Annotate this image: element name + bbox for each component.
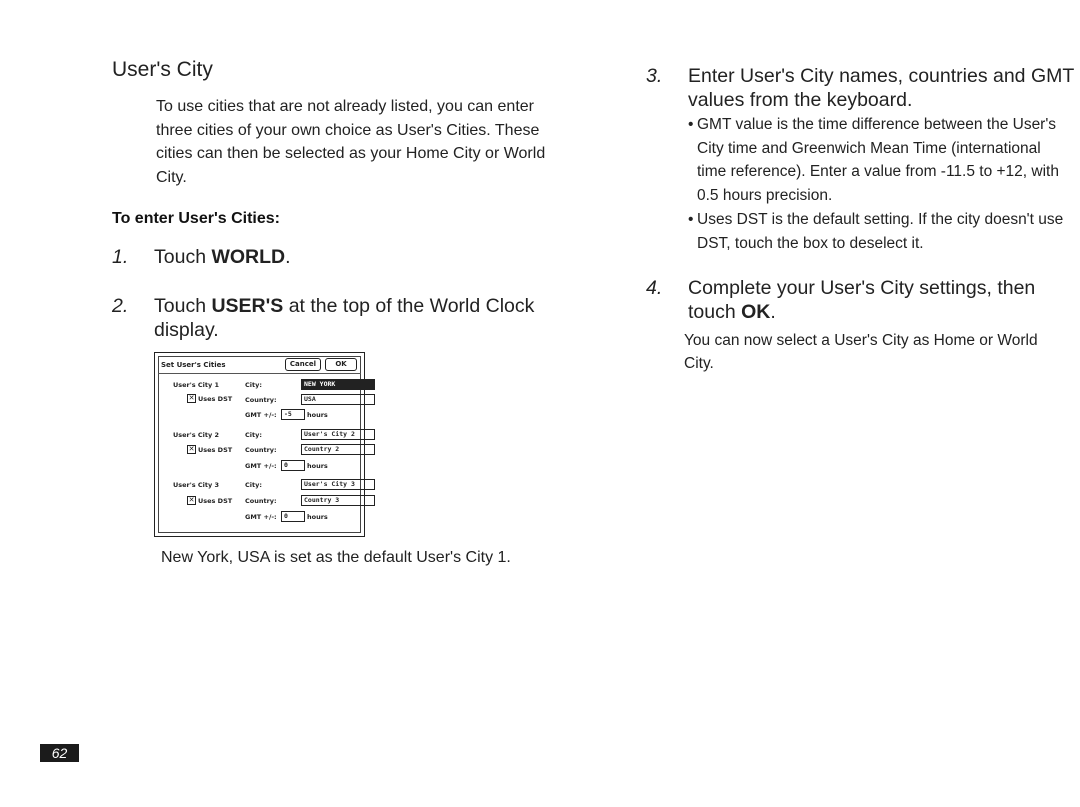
gmt-label: GMT +/-: <box>245 462 277 470</box>
country-label: Country: <box>245 396 277 404</box>
country-label: Country: <box>245 446 277 454</box>
uses-dst-checkbox[interactable]: ✕ <box>188 496 195 504</box>
cancel-button[interactable]: Cancel <box>285 358 321 371</box>
bullet-text: Uses DST is the default setting. If the city doesn't use DST, touch the box to deselect it. <box>697 211 1064 252</box>
uses-dst-label: Uses DST <box>198 497 233 505</box>
gmt-field[interactable]: 0 <box>281 511 305 522</box>
step-text: Enter User's City names, countries and GMT values from the keyboard. <box>688 65 1074 111</box>
step-3-bullets <box>688 113 1068 255</box>
dialog-divider <box>158 373 361 374</box>
country-field[interactable]: USA <box>301 394 375 405</box>
uses-dst-checkbox[interactable]: ✕ <box>188 445 195 453</box>
step-4 <box>646 276 1076 326</box>
gmt-label: GMT +/-: <box>245 411 277 419</box>
country-field[interactable]: Country 2 <box>301 444 375 455</box>
city-heading: User's City 1 <box>173 381 220 389</box>
city-field[interactable]: NEW YORK <box>301 379 375 390</box>
step-number: 3. <box>646 65 663 87</box>
uses-dst-label: Uses DST <box>198 446 233 454</box>
city-heading: User's City 3 <box>173 481 220 489</box>
step-4-note: You can now select a User's City as Home or World City. <box>684 332 1038 372</box>
dialog-caption: New York, USA is set as the default User's City 1. <box>161 549 511 566</box>
set-users-cities-dialog <box>154 352 365 537</box>
city-heading: User's City 2 <box>173 431 220 439</box>
step-2 <box>112 294 552 344</box>
bullet-item: • Uses DST is the default setting. If the city doesn't use DST, touch the box to deselect it. <box>688 211 1064 252</box>
gmt-field[interactable]: -5 <box>281 409 305 420</box>
bullet-text: GMT value is the time difference between the User's City time and Greenwich Mean Time (international time reference). Enter a value from -11.5 to +12, with 0.5 hours precision. <box>697 116 1059 204</box>
section-title: User's City <box>112 58 213 81</box>
country-label: Country: <box>245 497 277 505</box>
hours-label: hours <box>307 411 328 419</box>
uses-dst-label: Uses DST <box>198 395 233 403</box>
step-number: 4. <box>646 277 663 299</box>
subheading: To enter User's Cities: <box>112 210 280 227</box>
uses-dst-checkbox[interactable]: ✕ <box>188 394 195 402</box>
ok-button[interactable]: OK <box>325 358 357 371</box>
city-label: City: <box>245 381 262 389</box>
hours-label: hours <box>307 462 328 470</box>
page-number: 62 <box>40 744 79 762</box>
bullet-item: • GMT value is the time difference between the User's City time and Greenwich Mean Time (international time reference). Enter a value from -11.5 to +12, with 0.5 hours precision. <box>688 116 1059 204</box>
city-field[interactable]: User's City 2 <box>301 429 375 440</box>
step-text: Complete your User's City settings, then touch OK. <box>688 277 1036 323</box>
step-1 <box>112 245 552 271</box>
step-3 <box>646 64 1076 114</box>
country-field[interactable]: Country 3 <box>301 495 375 506</box>
city-label: City: <box>245 431 262 439</box>
step-text: Touch USER'S at the top of the World Clock display. <box>154 295 535 341</box>
hours-label: hours <box>307 513 328 521</box>
city-field[interactable]: User's City 3 <box>301 479 375 490</box>
step-number: 1. <box>112 246 129 268</box>
step-text: Touch WORLD. <box>154 246 291 268</box>
city-label: City: <box>245 481 262 489</box>
step-number: 2. <box>112 295 129 317</box>
intro-paragraph: To use cities that are not already listed, you can enter three cities of your own choice as User's Cities. These cities can then be selected as your Home City or World City. <box>156 98 546 186</box>
dialog-title: Set User's Cities <box>161 361 226 369</box>
gmt-label: GMT +/-: <box>245 513 277 521</box>
gmt-field[interactable]: 0 <box>281 460 305 471</box>
